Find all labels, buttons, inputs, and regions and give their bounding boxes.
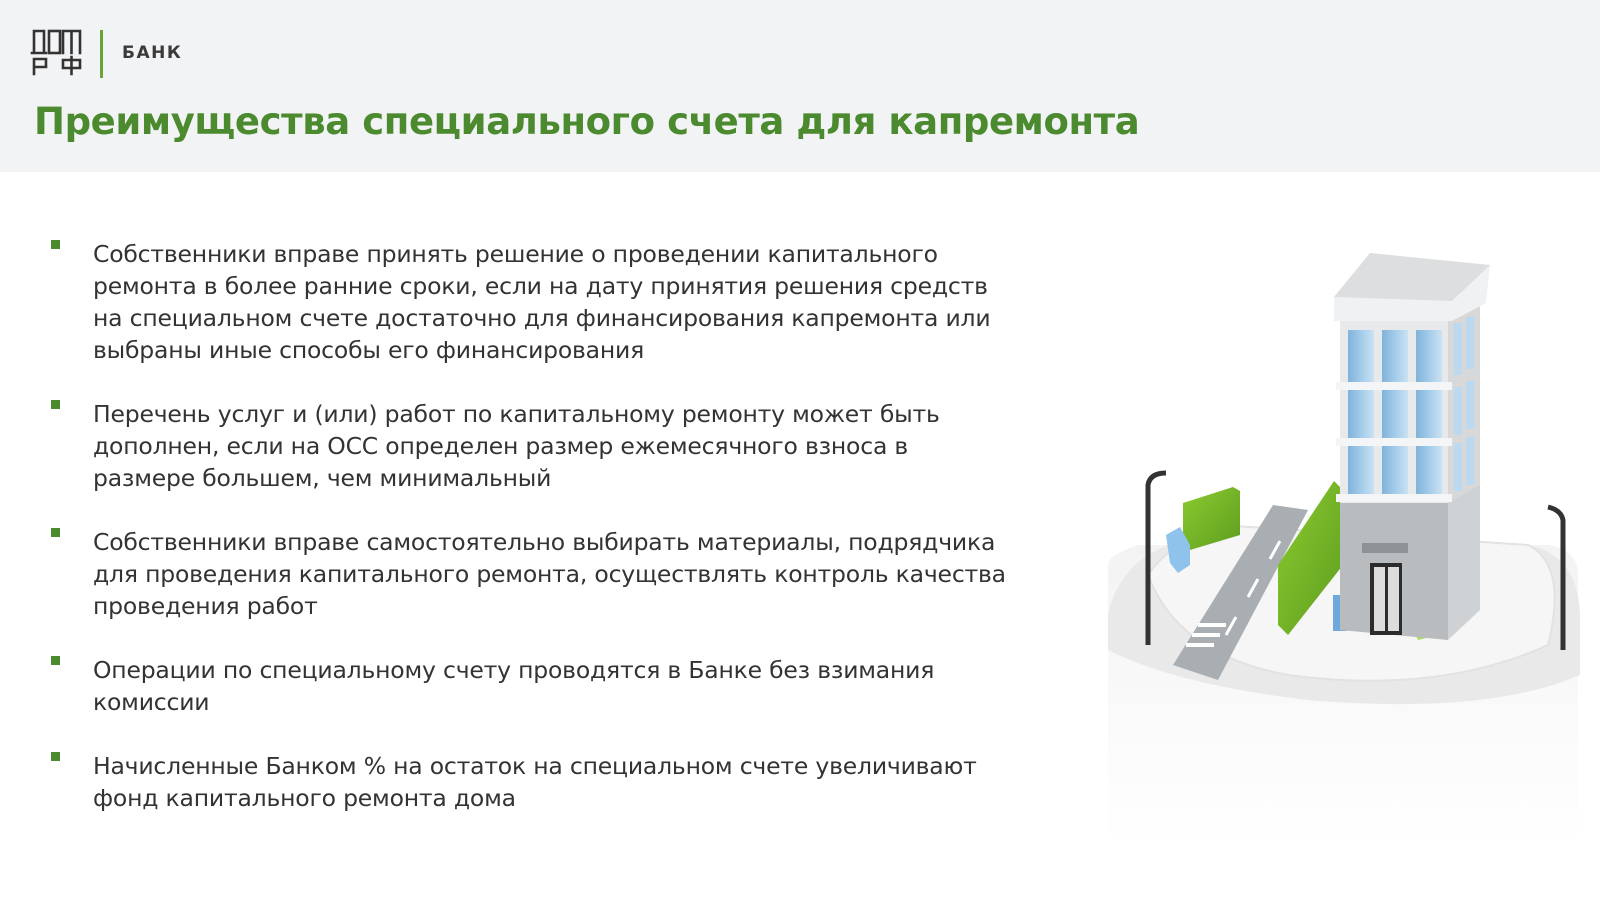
list-item-text: Собственники вправе принять решение о проведении капитального ремонта в более ранние сроки, если на дату принятия решения средств на специальном счете достаточно для финансирования капремонта или выбраны иные способы его финансирования — [93, 240, 991, 364]
list-item — [50, 654, 1010, 718]
list-item-text: Перечень услуг и (или) работ по капитальному ремонту может быть дополнен, если на ОСС определен размер ежемесячного взноса в размере большем, чем минимальный — [93, 400, 940, 492]
bullet-marker-icon — [51, 752, 60, 761]
list-item — [50, 238, 1010, 366]
logo-divider — [100, 30, 103, 78]
bullet-marker-icon — [51, 528, 60, 537]
list-item-text: Начисленные Банком % на остаток на специальном счете увеличивают фонд капитального ремонта дома — [93, 752, 977, 812]
bullet-marker-icon — [51, 656, 60, 665]
slide-header — [0, 0, 1600, 172]
building-on-platform-illustration — [1108, 245, 1600, 845]
list-item — [50, 750, 1010, 814]
dom-rf-logo — [30, 26, 190, 80]
bank-label: БАНК — [122, 43, 183, 63]
list-item — [50, 526, 1010, 622]
list-item — [50, 398, 1010, 494]
list-item-text: Собственники вправе самостоятельно выбирать материалы, подрядчика для проведения капитального ремонта, осуществлять контроль качества проведения работ — [93, 528, 1006, 620]
advantages-list — [50, 238, 1010, 846]
list-item-text: Операции по специальному счету проводятся в Банке без взимания комиссии — [93, 656, 935, 716]
dom-rf-logo-mark-icon — [30, 26, 84, 78]
building-illustration-icon — [1108, 245, 1600, 845]
bullet-marker-icon — [51, 400, 60, 409]
slide-title: Преимущества специального счета для капремонта — [34, 100, 1140, 143]
bullet-marker-icon — [51, 240, 60, 249]
